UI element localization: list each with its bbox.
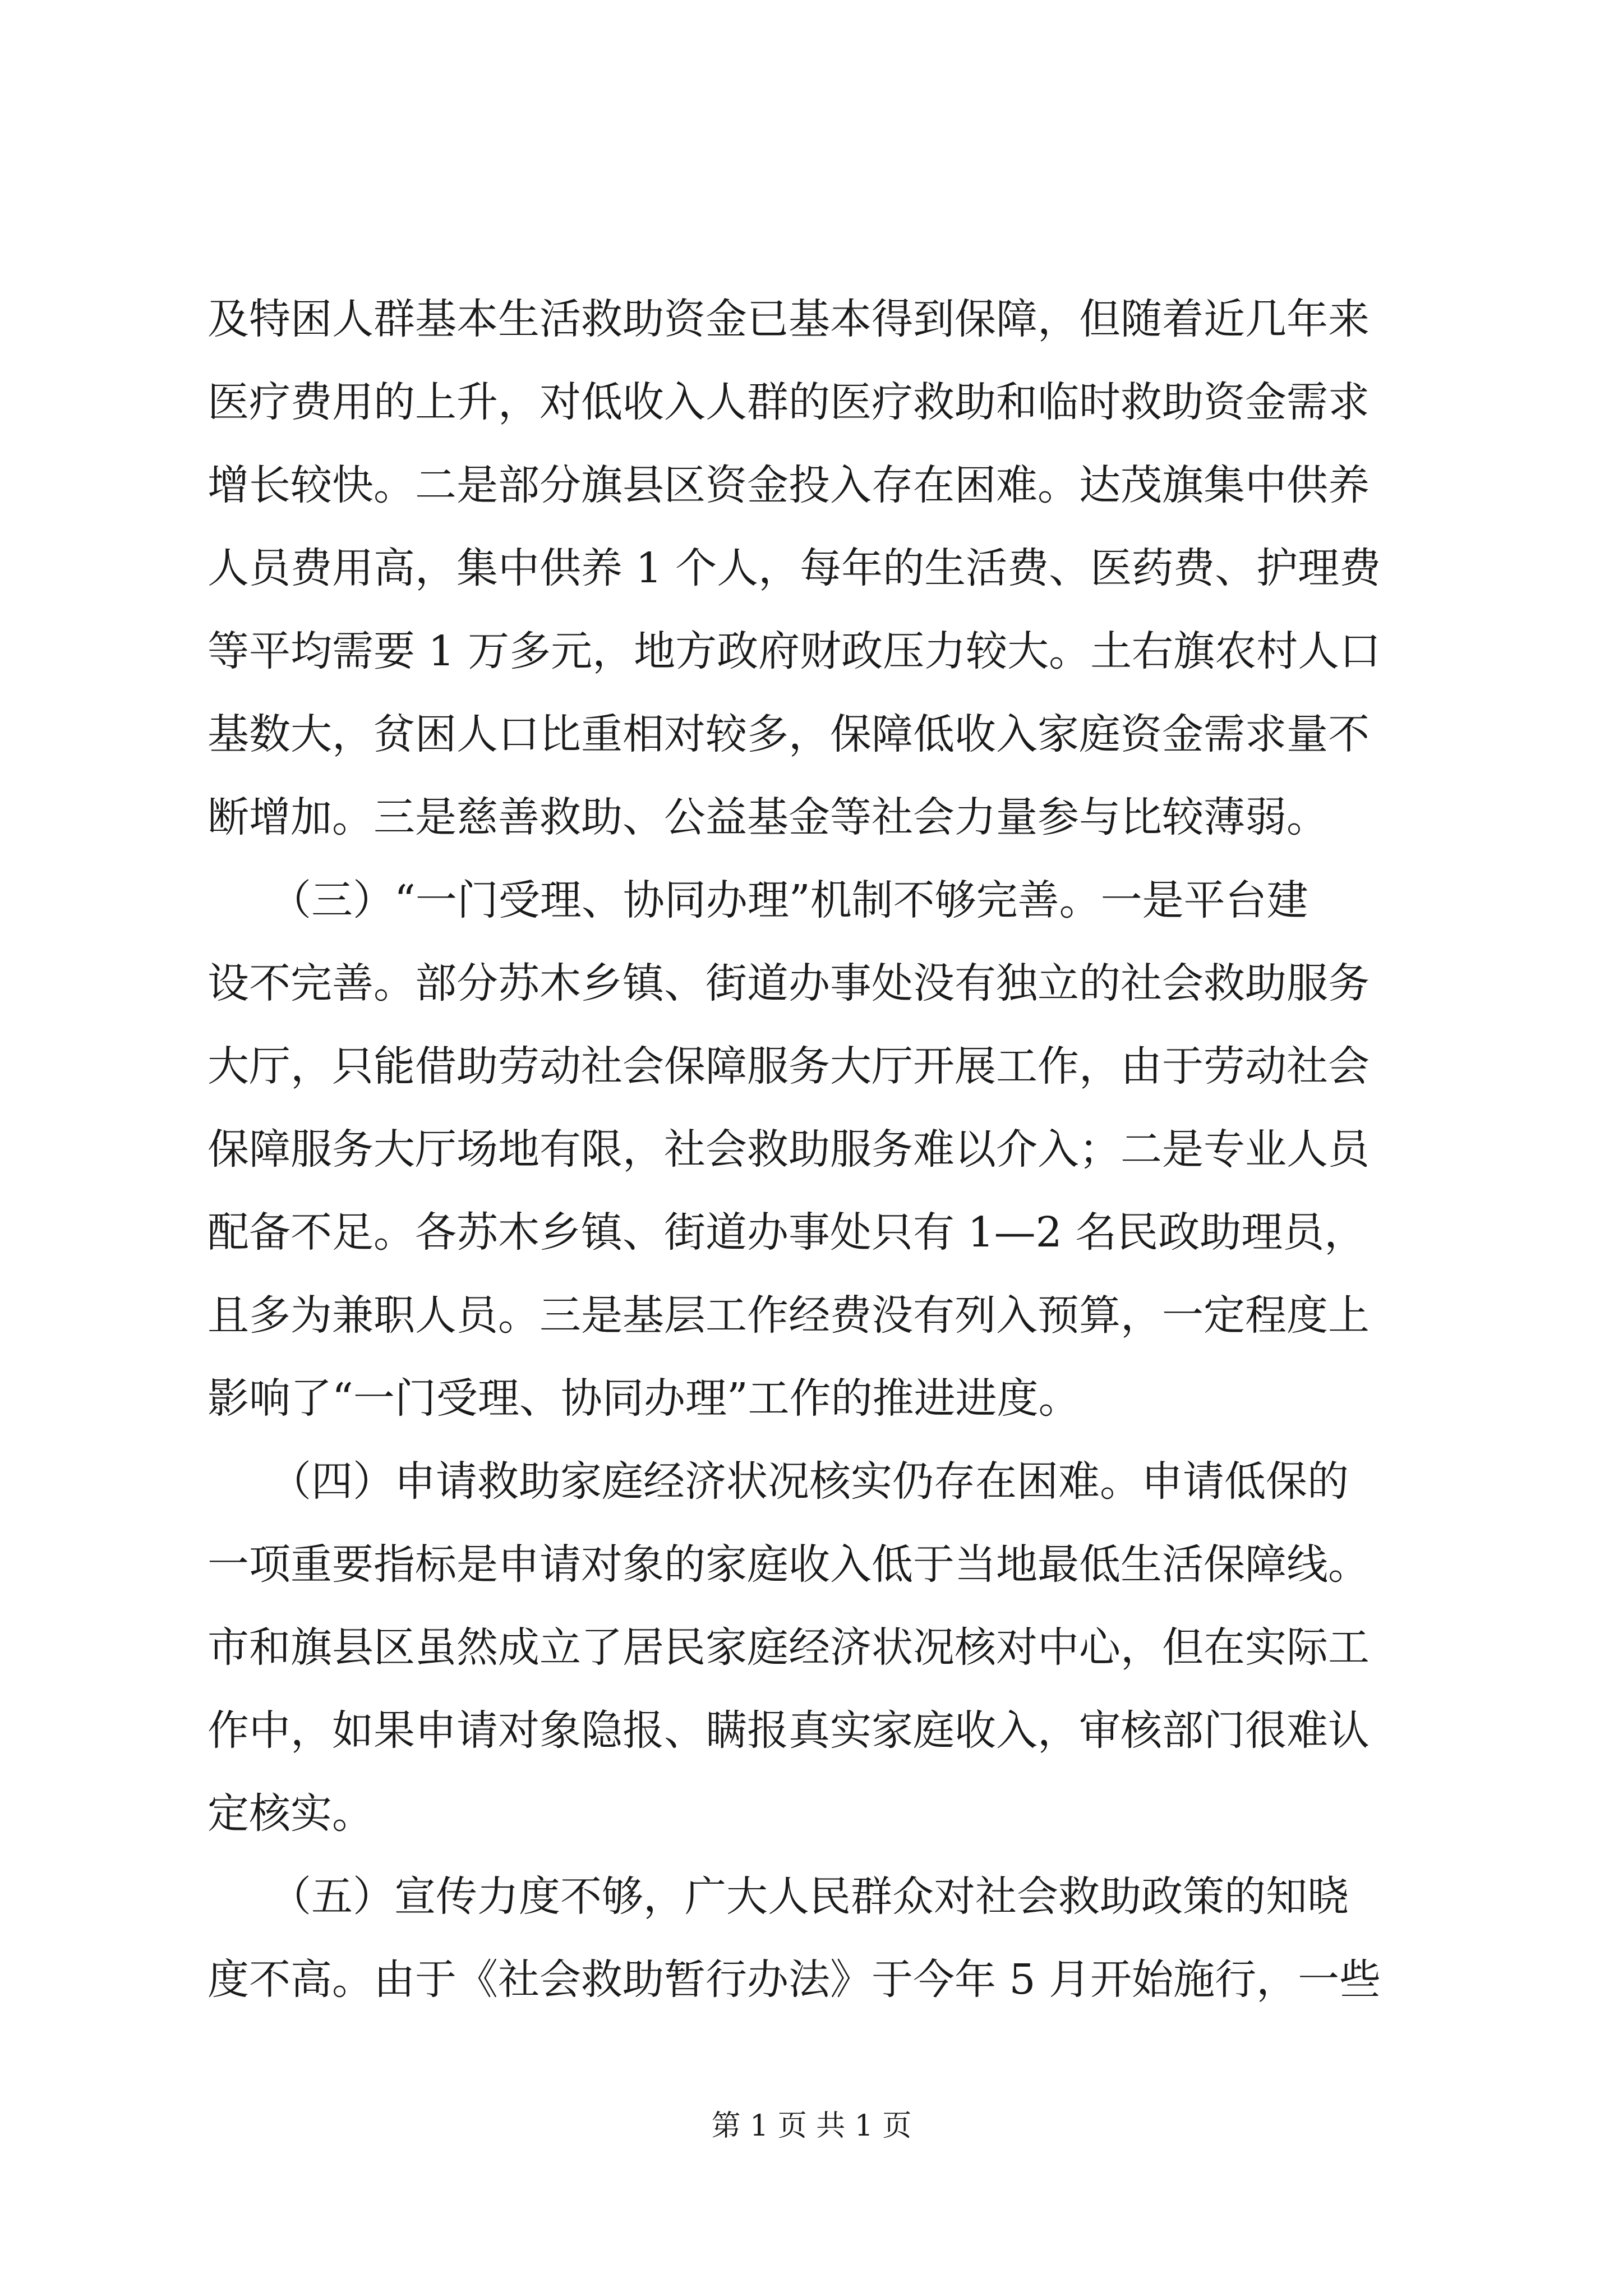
text-line: 保障服务大厅场地有限，社会救助服务难以介入；二是专业人员 [208, 1125, 1370, 1174]
body-text [208, 278, 1424, 2021]
text-line: 作中，如果申请对象隐报、瞒报真实家庭收入，审核部门很难认 [208, 1706, 1370, 1755]
text-line: （四）申请救助家庭经济状况核实仍存在困难。申请低保的 [208, 1457, 1349, 1506]
text-line: 影响了“一门受理、协同办理”工作的推进进度。 [208, 1374, 1080, 1423]
text-line: 设不完善。部分苏木乡镇、街道办事处没有独立的社会救助服务 [208, 959, 1370, 1007]
text-line: 人员费用高，集中供养 1 个人，每年的生活费、医药费、护理费 [208, 544, 1381, 592]
text-line: 等平均需要 1 万多元，地方政府财政压力较大。土右旗农村人口 [208, 627, 1381, 675]
text-line: 配备不足。各苏木乡镇、街道办事处只有 1—2 名民政助理员， [208, 1208, 1366, 1257]
text-line: 一项重要指标是申请对象的家庭收入低于当地最低生活保障线。 [208, 1540, 1370, 1589]
text-line: 增长较快。二是部分旗县区资金投入存在困难。达茂旗集中供养 [208, 461, 1370, 509]
text-line: 医疗费用的上升，对低收入人群的医疗救助和临时救助资金需求 [208, 378, 1370, 426]
page-number-label: 第 1 页 共 1 页 [711, 2109, 912, 2143]
text-line: 基数大，贫困人口比重相对较多，保障低收入家庭资金需求量不 [208, 710, 1370, 758]
text-line: 定核实。 [208, 1789, 374, 1838]
text-line: （五）宣传力度不够，广大人民群众对社会救助政策的知晓 [208, 1872, 1349, 1921]
text-line: 且多为兼职人员。三是基层工作经费没有列入预算，一定程度上 [208, 1291, 1370, 1340]
text-line: 断增加。三是慈善救助、公益基金等社会力量参与比较薄弱。 [208, 793, 1328, 841]
text-line: 市和旗县区虽然成立了居民家庭经济状况核对中心，但在实际工 [208, 1623, 1370, 1672]
text-line: 度不高。由于《社会救助暂行办法》于今年 5 月开始施行，一些 [208, 1955, 1381, 2004]
page-footer [0, 2104, 1623, 2148]
text-line: 及特困人群基本生活救助资金已基本得到保障，但随着近几年来 [208, 295, 1370, 343]
text-line: （三）“一门受理、协同办理”机制不够完善。一是平台建 [208, 876, 1308, 924]
text-line: 大厅，只能借助劳动社会保障服务大厅开展工作，由于劳动社会 [208, 1042, 1370, 1091]
